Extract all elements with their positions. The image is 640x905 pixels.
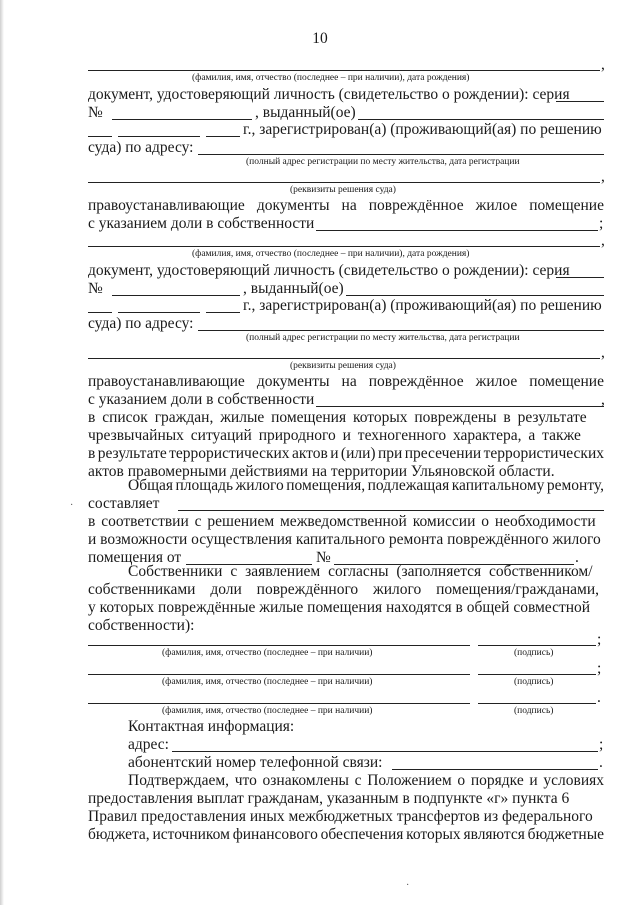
list-para-line-4: актов правомерными действиями на территории Ульяновской области. [88, 463, 555, 480]
semicolon-2: ; [597, 631, 602, 648]
number-line-1[interactable] [112, 119, 252, 120]
registered-label-1: г., зарегистрирован(а) (проживающий(ая) по решению [243, 121, 602, 138]
owner-sign-line-1[interactable] [478, 645, 596, 646]
issued-label-1: , выданный(ое) [255, 104, 356, 121]
fio-line-2[interactable] [88, 246, 600, 247]
page-number: 10 [312, 30, 328, 47]
caption-fio-dob-1: (фамилия, имя, отчество (последнее – при наличии), дата рождения) [192, 73, 470, 83]
date-line-1a[interactable] [88, 136, 112, 137]
area-label: составляет [88, 495, 160, 512]
comma-5: , [601, 391, 605, 408]
docs-label-1: правоустанавливающие документы на повреждённое жилое помещение [88, 197, 604, 214]
owners-line-3: у которых повреждённые жилые помещения находятся в общей совместной [88, 599, 591, 616]
date-line-2a[interactable] [88, 312, 112, 313]
list-para-line-3: в результате террористических актов и (или) при пресечении террористических [88, 445, 604, 462]
semicolon-3: ; [597, 660, 602, 677]
phone-label: абонентский номер телефонной связи: [128, 754, 383, 771]
caption-fio-1: (фамилия, имя, отчество (последнее – при наличии) [162, 648, 373, 658]
date-line-1c[interactable] [206, 136, 240, 137]
owner-fio-line-2[interactable] [88, 674, 470, 675]
scan-speck: · [70, 500, 74, 511]
scan-speck: · [406, 880, 410, 891]
period-2: . [597, 689, 601, 706]
semicolon-1: ; [599, 215, 604, 232]
owners-line-1: Собственники с заявлением согласны (заполняется собственником/ [128, 563, 593, 580]
semicolon-4: ; [599, 736, 604, 753]
caption-court-2: (реквизиты решения суда) [290, 361, 396, 371]
comma-2: , [601, 168, 605, 185]
court-line-1[interactable] [88, 182, 600, 183]
period-1: . [575, 549, 579, 566]
address-line-1[interactable] [198, 154, 604, 155]
date-line-2c[interactable] [206, 312, 240, 313]
commission-line-1: в соответствии с решением межведомственной комиссии о необходимости [88, 513, 596, 530]
court-line-2[interactable] [88, 358, 600, 359]
date-line-2b[interactable] [118, 312, 200, 313]
owners-line-2: собственниками доли повреждённого жилого помещения/гражданами, [88, 581, 600, 598]
num-sign-1: № [88, 104, 103, 121]
scan-edge [0, 0, 4, 905]
registered-label-2: г., зарегистрирован(а) (проживающий(ая) по решению [243, 297, 602, 314]
confirm-line-3: Правил предоставления иных межбюджетных трансфертов из федерального [88, 808, 593, 825]
court-address-label-2: суда) по адресу: [88, 315, 194, 332]
contact-address-line[interactable] [172, 751, 598, 752]
commission-line-2: и возможности осуществления капитального ремонта повреждённого жилого [88, 531, 601, 548]
doc-id-label-1: документ, удостоверяющий личность (свидетельство о рождении): серия [88, 86, 570, 103]
caption-sign-2: (подпись) [514, 677, 554, 687]
caption-sign-3: (подпись) [514, 706, 554, 716]
commission-date-label: помещения от [88, 549, 182, 566]
docs-label-2: правоустанавливающие документы на повреждённое жилое помещение [88, 373, 604, 390]
date-line-1b[interactable] [118, 136, 200, 137]
confirm-line-1: Подтверждаем, что ознакомлены с Положением о порядке и условиях [128, 772, 604, 789]
court-address-label-1: суда) по адресу: [88, 139, 194, 156]
owner-sign-line-3[interactable] [478, 703, 596, 704]
list-para-line-1: в список граждан, жилые помещения которых повреждены в результате [88, 409, 587, 426]
caption-address-2: (полный адрес регистрации по месту жительства, дата регистрации [246, 333, 520, 343]
share-line-1[interactable] [316, 230, 598, 231]
address-label: адрес: [128, 736, 169, 753]
caption-address-1: (полный адрес регистрации по месту жительства, дата регистрации [246, 157, 520, 167]
area-line-1: Общая площадь жилого помещения, подлежащая капитальному ремонту, [128, 477, 604, 494]
address-line-2[interactable] [198, 330, 604, 331]
comma-1: , [601, 56, 605, 73]
caption-fio-dob-2: (фамилия, имя, отчество (последнее – при наличии), дата рождения) [192, 249, 470, 259]
confirm-line-4: бюджета, источником финансового обеспечения которых являются бюджетные [88, 826, 604, 843]
owner-sign-line-2[interactable] [478, 674, 596, 675]
comma-4: , [601, 344, 605, 361]
contact-label: Контактная информация: [128, 718, 295, 735]
share-label-2: с указанием доли в собственности [88, 391, 315, 408]
list-para-line-2: чрезвычайных ситуаций природного и техногенного характера, а также [88, 427, 581, 444]
share-line-2[interactable] [316, 406, 604, 407]
caption-court-1: (реквизиты решения суда) [290, 185, 396, 195]
series-line-2[interactable] [556, 277, 604, 278]
caption-fio-3: (фамилия, имя, отчество (последнее – при наличии) [162, 706, 373, 716]
area-line[interactable] [178, 510, 604, 511]
caption-sign-1: (подпись) [514, 648, 554, 658]
num-sign-2: № [88, 280, 103, 297]
confirm-line-2: предоставления выплат гражданам, указанным в подпункте «г» пункта 6 [88, 790, 570, 807]
number-line-2[interactable] [112, 295, 240, 296]
share-label-1: с указанием доли в собственности [88, 215, 315, 232]
issued-line-1[interactable] [358, 119, 604, 120]
issued-label-2: , выданный(ое) [243, 280, 344, 297]
doc-id-label-2: документ, удостоверяющий личность (свидетельство о рождении): серия [88, 262, 570, 279]
owners-line-4: собственности): [88, 617, 195, 634]
comma-3: , [601, 232, 605, 249]
phone-line[interactable] [392, 769, 598, 770]
owner-fio-line-1[interactable] [88, 645, 470, 646]
period-3: . [599, 754, 603, 771]
commission-num-sign: № [316, 549, 331, 566]
fio-line-1[interactable] [88, 70, 600, 71]
owner-fio-line-3[interactable] [88, 703, 470, 704]
caption-fio-2: (фамилия, имя, отчество (последнее – при наличии) [162, 677, 373, 687]
series-line-1[interactable] [556, 101, 604, 102]
issued-line-2[interactable] [346, 295, 604, 296]
